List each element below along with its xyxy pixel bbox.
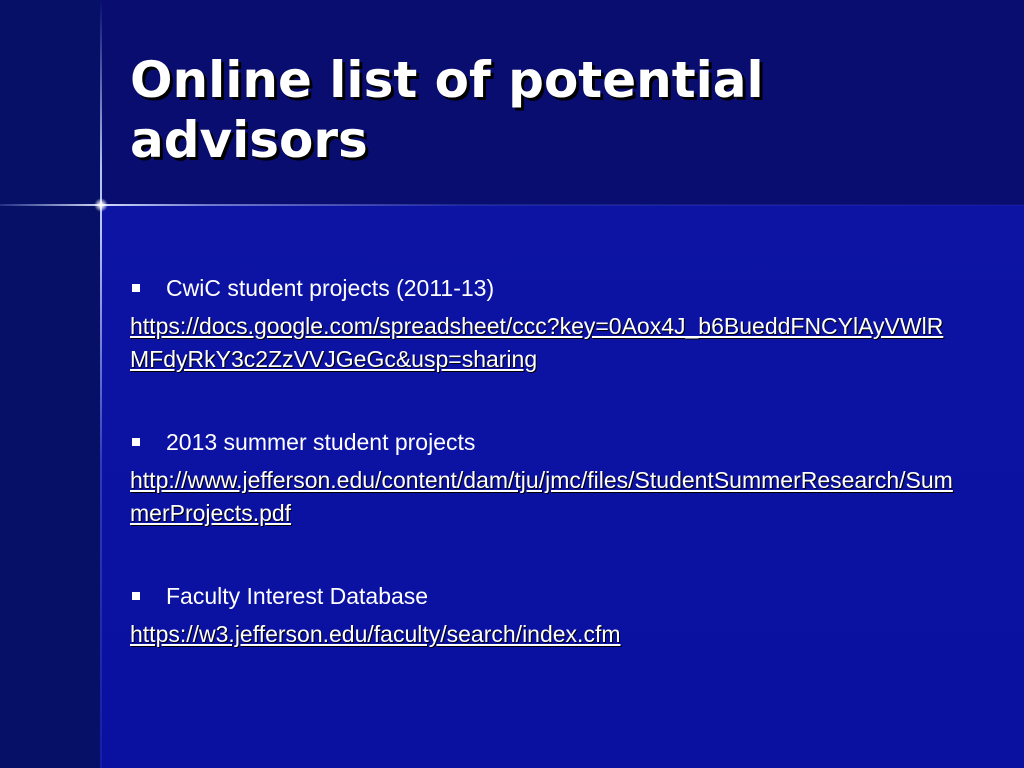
bullet-row (130, 422, 960, 462)
slide-title: Online list of potential advisors (130, 51, 764, 169)
cwic-projects-link[interactable]: https://docs.google.com/spreadsheet/ccc?key=0Aox4J_b6BueddFNCYlAyVWlRMFdyRkY3c2ZzVVJGeGc&usp=sharing (130, 313, 944, 372)
vertical-glow-line (100, 0, 102, 768)
horizontal-glow-line (0, 204, 1024, 206)
item-label: 2013 summer student projects (166, 428, 476, 455)
item-label: Faculty Interest Database (166, 582, 429, 609)
square-bullet-icon (132, 284, 140, 292)
summer-projects-link[interactable]: http://www.jefferson.edu/content/dam/tju/jmc/files/StudentSummerResearch/SummerProjects.pdf (130, 467, 953, 526)
item-label: CwiC student projects (2011-13) (166, 274, 495, 301)
list-item (130, 576, 960, 651)
square-bullet-icon (132, 438, 140, 446)
square-bullet-icon (132, 592, 140, 600)
faculty-database-link[interactable]: https://w3.jefferson.edu/faculty/search/index.cfm (130, 621, 621, 647)
left-panel (0, 0, 100, 768)
sparkle-star (94, 198, 108, 212)
bullet-list (130, 268, 960, 651)
bullet-row (130, 576, 960, 616)
bullet-row (130, 268, 960, 308)
list-item (130, 268, 960, 376)
list-item (130, 422, 960, 530)
